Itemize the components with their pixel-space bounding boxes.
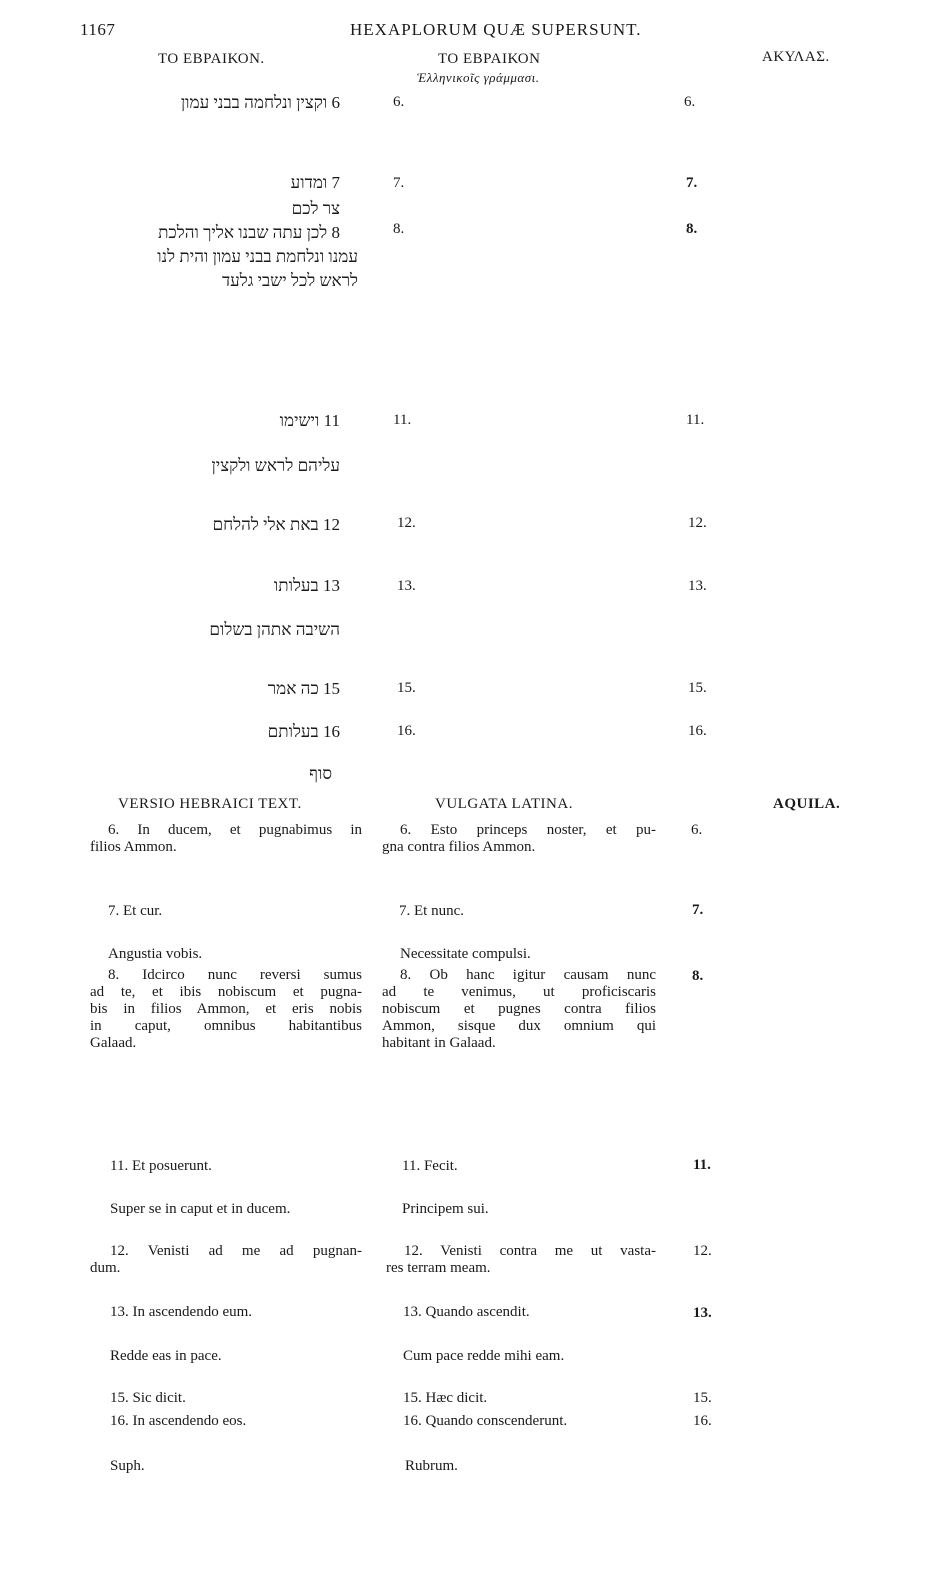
vulgata-verse-6 — [382, 822, 656, 856]
greek-verse-16: 16. — [397, 723, 416, 739]
aquila-bottom-verse-13: 13. — [693, 1305, 712, 1321]
hebrew-verse-8c: לראש לכל ישבי גלעד — [221, 271, 358, 290]
greek-verse-15: 15. — [397, 680, 416, 696]
aquila-top-verse-12: 12. — [688, 515, 707, 531]
versio-v8-line: Galaad. — [90, 1035, 137, 1051]
vulgata-v6-line: gna contra filios Ammon. — [382, 839, 536, 855]
vulgata-v6-line: 6. Esto princeps noster, et pu- — [400, 822, 656, 838]
vulgata-verse-15: 15. Hæc dicit. — [403, 1390, 488, 1406]
hebrew-verse-11b: עליהם לראש ולקצין — [211, 456, 340, 475]
vulgata-necessitate: Necessitate compulsi. — [400, 946, 531, 962]
aquila-top-verse-7: 7. — [686, 175, 698, 191]
page-number: 1167 — [80, 20, 116, 39]
vulgata-verse-16: 16. Quando conscenderunt. — [403, 1413, 568, 1429]
hebrew-verse-11a: 11 וישימו — [279, 411, 340, 430]
versio-v8-line: ad te, et ibis nobiscum et pugna- — [90, 984, 362, 1000]
versio-super: Super se in caput et in ducem. — [110, 1201, 291, 1217]
vulgata-v12-line: 12. Venisti contra me ut vasta- — [404, 1243, 656, 1259]
hebrew-verse-7b: צר לכם — [291, 199, 340, 218]
versio-verse-11: 11. Et posuerunt. — [110, 1158, 212, 1174]
hebrew-suph: סוף — [309, 764, 332, 783]
vulgata-title: VULGATA LATINA. — [435, 796, 573, 812]
hebrew-verse-15: 15 כה אמר — [267, 679, 340, 698]
versio-v12-line: dum. — [90, 1260, 121, 1276]
aquila-top-verse-16: 16. — [688, 723, 707, 739]
hebrew-verse-8b: עמנו ונלחמת בבני עמון והית לנו — [157, 247, 358, 266]
hebrew-verse-16: 16 בעלותם — [267, 722, 340, 741]
aquila-bottom-verse-6: 6. — [691, 822, 703, 838]
aquila-bottom-verse-12: 12. — [693, 1243, 712, 1259]
versio-verse-12 — [90, 1243, 362, 1277]
hebrew-verse-13a: 13 בעלותו — [273, 576, 340, 595]
vulgata-rubrum: Rubrum. — [405, 1458, 458, 1474]
vulgata-v12-line: res terram meam. — [386, 1260, 491, 1276]
versio-verse-13: 13. In ascendendo eum. — [110, 1304, 253, 1320]
vulgata-v8-line: 8. Ob hanc igitur causam nunc — [400, 967, 656, 983]
aquila-bottom-verse-8: 8. — [692, 968, 704, 984]
greek-verse-11: 11. — [393, 412, 412, 428]
greek-verse-7: 7. — [393, 175, 405, 191]
vulgata-verse-7: 7. Et nunc. — [399, 903, 464, 919]
versio-v6-line: filios Ammon. — [90, 839, 177, 855]
greek-verse-6: 6. — [393, 94, 405, 110]
aquila-bottom-verse-16: 16. — [693, 1413, 712, 1429]
versio-redde: Redde eas in pace. — [110, 1348, 222, 1364]
versio-v6-line: 6. In ducem, et pugnabimus in — [108, 822, 362, 838]
versio-verse-16: 16. In ascendendo eos. — [110, 1413, 247, 1429]
vulgata-v8-line: nobiscum et pugnes contra filios — [382, 1001, 656, 1017]
vulgata-cum-pace: Cum pace redde mihi eam. — [403, 1348, 565, 1364]
vulgata-v8-line: Ammon, sisque dux omnium qui — [382, 1018, 656, 1034]
vulgata-verse-12 — [386, 1243, 656, 1277]
hebrew-verse-8a: 8 לכן עתה שבנו אליך והלכת — [158, 223, 340, 242]
versio-angustia: Angustia vobis. — [108, 946, 203, 962]
greek-verse-12: 12. — [397, 515, 416, 531]
aquila-bottom-verse-7: 7. — [692, 902, 704, 918]
aquila-top-verse-8: 8. — [686, 221, 698, 237]
running-title: HEXAPLORUM QUÆ SUPERSUNT. — [350, 20, 642, 39]
vulgata-v8-line: ad te venimus, ut proficiscaris — [382, 984, 656, 1000]
versio-verse-15: 15. Sic dicit. — [110, 1390, 186, 1406]
aquila-bottom-title: AQUILA. — [773, 796, 841, 812]
col-greek-title: ΤΟ ΕΒΡΑΙΚΟΝ — [438, 51, 541, 67]
aquila-top-verse-13: 13. — [688, 578, 707, 594]
vulgata-principem: Principem sui. — [402, 1201, 489, 1217]
greek-verse-13: 13. — [397, 578, 416, 594]
versio-verse-7: 7. Et cur. — [108, 903, 163, 919]
aquila-top-verse-6: 6. — [684, 94, 696, 110]
versio-v12-line: 12. Venisti ad me ad pugnan- — [110, 1243, 362, 1259]
vulgata-verse-11: 11. Fecit. — [402, 1158, 458, 1174]
versio-v8-line: in caput, omnibus habitantibus — [90, 1018, 362, 1034]
hebrew-verse-6: 6 וקצין ונלחמה בבני עמון — [180, 93, 340, 112]
vulgata-verse-8 — [382, 967, 656, 1052]
versio-verse-6 — [90, 822, 362, 856]
col-hebrew-title: ΤΟ ΕΒΡΑΙΚΟΝ. — [158, 51, 265, 67]
versio-v8-line: bis in filios Ammon, et eris nobis — [90, 1001, 362, 1017]
vulgata-v8-line: habitant in Galaad. — [382, 1035, 496, 1051]
versio-suph: Suph. — [110, 1458, 145, 1474]
col-aquila-title: ΑΚΥΛΑΣ. — [762, 49, 830, 65]
aquila-top-verse-11: 11. — [686, 412, 705, 428]
versio-title: VERSIO HEBRAICI TEXT. — [118, 796, 302, 812]
hebrew-verse-12: 12 באת אלי להלחם — [212, 515, 340, 534]
versio-v8-line: 8. Idcirco nunc reversi sumus — [108, 967, 362, 983]
hebrew-verse-7a: 7 ומדוע — [290, 173, 340, 192]
hebrew-verse-13b: השיבה אתהן בשלום — [209, 620, 340, 639]
aquila-top-verse-15: 15. — [688, 680, 707, 696]
versio-verse-8 — [90, 967, 362, 1052]
aquila-bottom-verse-11: 11. — [693, 1157, 711, 1173]
greek-verse-8: 8. — [393, 221, 405, 237]
vulgata-verse-13: 13. Quando ascendit. — [403, 1304, 530, 1320]
col-greek-subtitle: Ἑλληνικοῖς γράμμασι. — [417, 70, 540, 85]
aquila-bottom-verse-15: 15. — [693, 1390, 712, 1406]
